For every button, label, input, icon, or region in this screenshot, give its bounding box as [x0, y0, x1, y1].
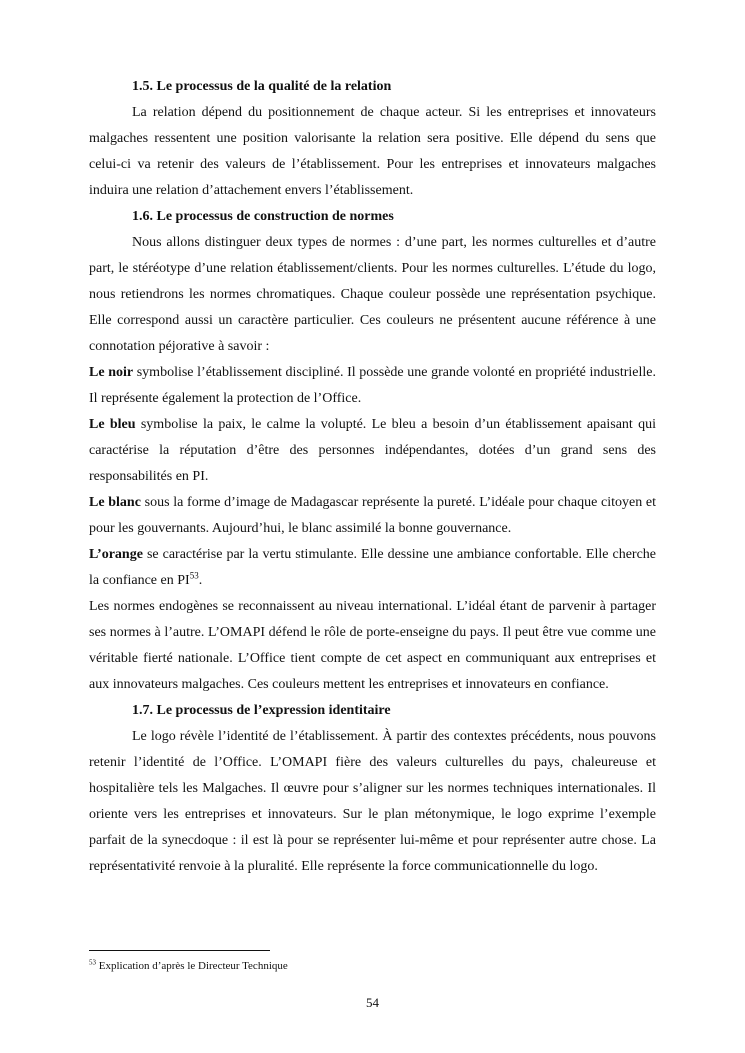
- section-heading-1-5: 1.5. Le processus de la qualité de la relation: [132, 79, 392, 94]
- paragraph-quality-relation: La relation dépend du positionnement de chaque acteur. Si les entreprises et innovateurs malgaches ressentent une position valorisante la relation sera positive. Elle dépend du sens que celui-ci va retenir des valeurs de l’établissement. Pour les entreprises et innovateurs malgaches induira une relation d’attachement envers l’établissement.: [89, 105, 656, 198]
- paragraph-color-blue: [89, 412, 656, 490]
- footnote-number: 53: [89, 958, 96, 967]
- paragraph-identity-expression: Le logo révèle l’identité de l’établissement. À partir des contextes précédents, nous pouvons retenir l’identité de l’Office. L’OMAPI fière des valeurs culturelles du pays, chaleureuse et hospitalière tels les Malgaches. Il œuvre pour s’aligner sur les normes techniques internationales. Il oriente vers les entreprises et innovateurs. Sur le plan métonymique, le logo exprime l’exemple parfait de la synecdoque : il est là pour se représenter lui-même et pour représenter autre chose. La représentativité renvoie à la pluralité. Elle représente la force communicationnelle du logo.: [89, 729, 656, 874]
- color-desc-white: sous la forme d’image de Madagascar représente la pureté. L’idéale pour chaque citoyen et pour les gouvernants. Aujourd’hui, le blanc assimilé la bonne gouvernance.: [89, 495, 656, 536]
- page-number: 54: [366, 995, 379, 1010]
- color-term-black: Le noir: [89, 365, 134, 380]
- paragraph-color-orange: [89, 542, 656, 594]
- paragraph-color-white: [89, 490, 656, 542]
- paragraph-color-black: [89, 360, 656, 412]
- section-heading-1-6: 1.6. Le processus de construction de normes: [132, 209, 394, 224]
- footnote-text: Explication d’après le Directeur Technique: [96, 960, 288, 972]
- color-desc-orange-end: .: [198, 573, 203, 588]
- color-desc-black: symbolise l’établissement discipliné. Il possède une grande volonté en propriété industrielle. Il représente également la protection de l’Office.: [89, 365, 656, 406]
- section-heading-1-7: 1.7. Le processus de l’expression identitaire: [132, 703, 391, 718]
- footnote-reference: 53: [189, 570, 199, 581]
- color-term-blue: Le bleu: [89, 417, 136, 432]
- color-term-orange: L’orange: [89, 547, 143, 562]
- color-desc-blue: symbolise la paix, le calme la volupté. Le bleu a besoin d’un établissement apaisant qui caractérise la réputation d’être des personnes indépendantes, dotées d’un grand sens des responsabilités en PI.: [89, 417, 656, 484]
- footnote: [89, 958, 288, 974]
- color-desc-orange: se caractérise par la vertu stimulante. Elle dessine une ambiance confortable. Elle cherche la confiance en PI: [89, 547, 656, 588]
- paragraph-norms-intro: Nous allons distinguer deux types de normes : d’une part, les normes culturelles et d’autre part, le stéréotype d’une relation établissement/clients. Pour les normes culturelles. L’étude du logo, nous retiendrons les normes chromatiques. Chaque couleur possède une représentation psychique. Elle correspond aussi un caractère particulier. Ces couleurs ne présentent aucune référence à une connotation péjorative à savoir :: [89, 235, 656, 354]
- body-text: [89, 74, 656, 880]
- paragraph-endogenous-norms: Les normes endogènes se reconnaissent au niveau international. L’idéal étant de parvenir à partager ses normes à l’autre. L’OMAPI défend le rôle de porte-enseigne du pays. Il peut être vue comme une véritable fierté nationale. L’Office tient compte de cet aspect en communiquant aux entreprises et aux innovateurs malgaches. Ces couleurs mettent les entreprises et innovateurs en confiance.: [89, 599, 656, 692]
- footnote-separator: [89, 950, 270, 951]
- color-term-white: Le blanc: [89, 495, 141, 510]
